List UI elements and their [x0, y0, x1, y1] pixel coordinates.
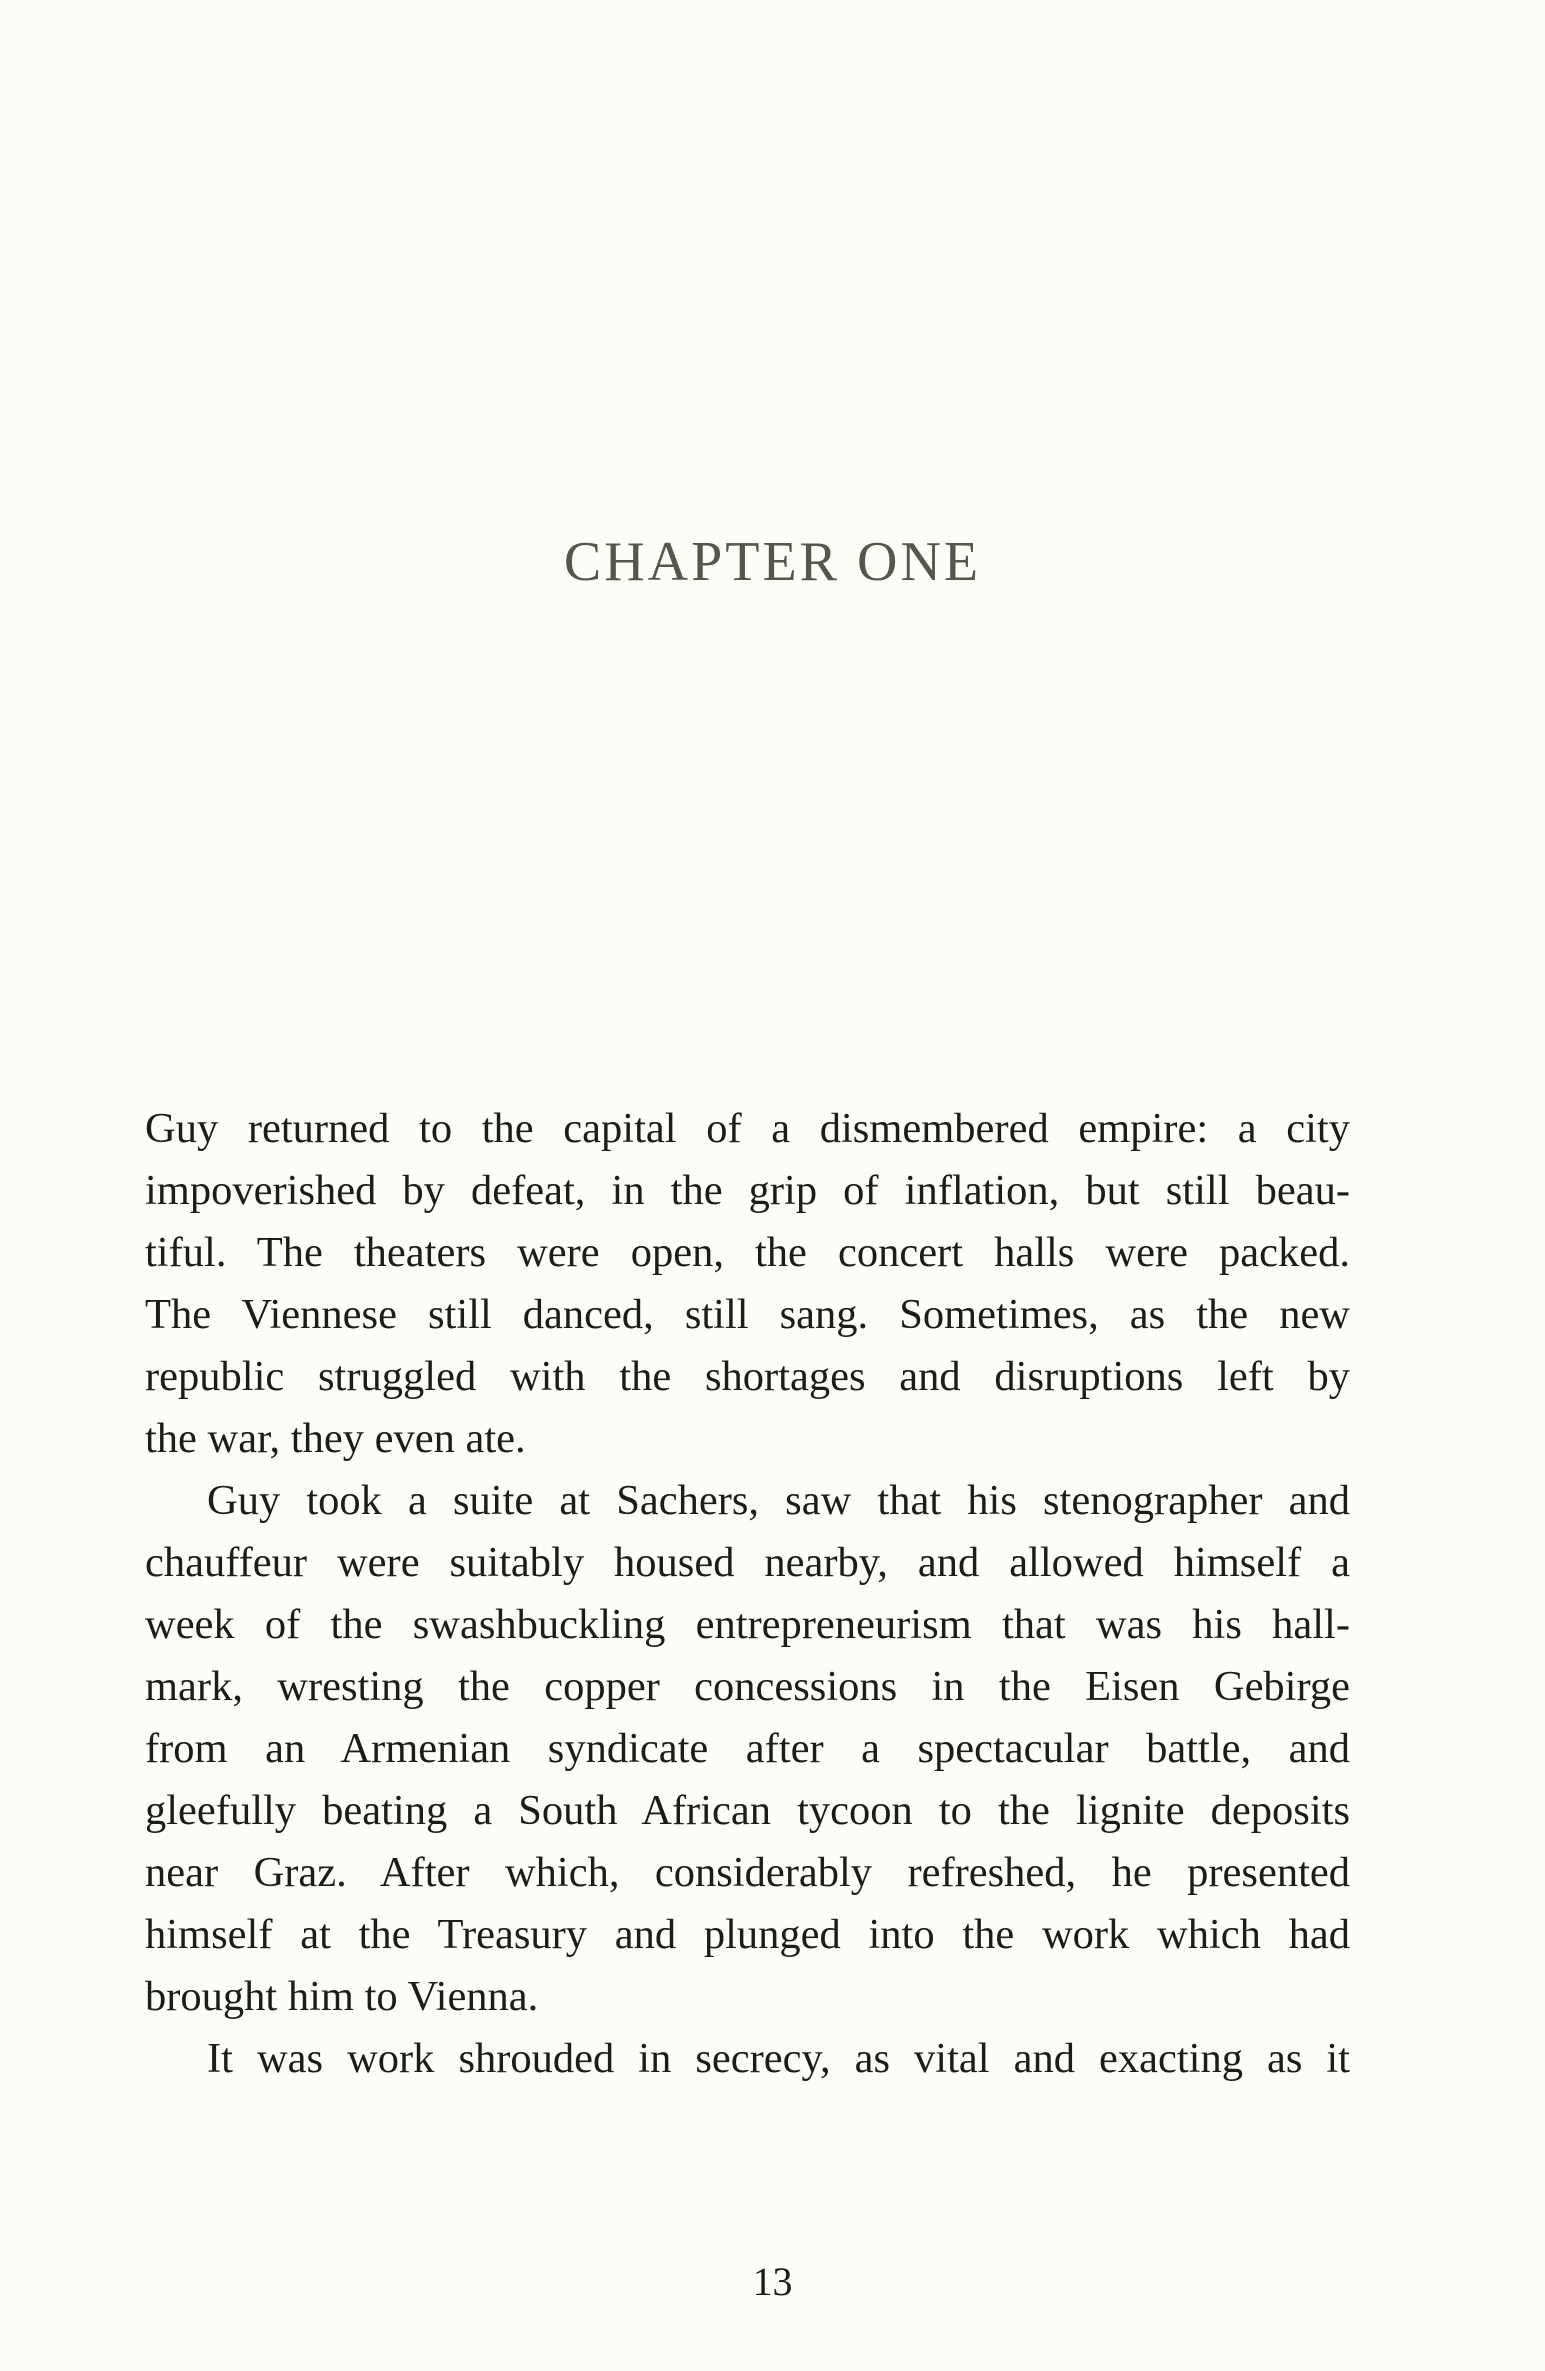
text-line: from an Armenian syndicate after a spectacular battle, and: [145, 1725, 1350, 1772]
text-line: the war, they even ate.: [145, 1415, 526, 1462]
text-line: himself at the Treasury and plunged into the work which had: [145, 1911, 1350, 1958]
text-line: Guy took a suite at Sachers, saw that his stenographer and: [207, 1477, 1350, 1524]
text-line: Guy returned to the capital of a dismembered empire: a city: [145, 1105, 1350, 1152]
chapter-title: CHAPTER ONE: [563, 531, 982, 593]
page-number: 13: [752, 2259, 793, 2304]
text-line: impoverished by defeat, in the grip of inflation, but still beau-: [145, 1167, 1350, 1214]
text-line: chauffeur were suitably housed nearby, and allowed himself a: [145, 1539, 1350, 1586]
body-text: [145, 1098, 1350, 2090]
text-line: tiful. The theaters were open, the concert halls were packed.: [145, 1229, 1350, 1276]
text-line: republic struggled with the shortages and disruptions left by: [145, 1353, 1350, 1400]
text-line: week of the swashbuckling entrepreneurism that was his hall-: [145, 1601, 1350, 1648]
text-line: mark, wresting the copper concessions in the Eisen Gebirge: [145, 1663, 1350, 1710]
text-line: gleefully beating a South African tycoon to the lignite deposits: [145, 1787, 1350, 1834]
text-line: brought him to Vienna.: [145, 1973, 539, 2020]
text-line: near Graz. After which, considerably refreshed, he presented: [145, 1849, 1350, 1896]
text-line: It was work shrouded in secrecy, as vital and exacting as it: [207, 2035, 1350, 2082]
text-line: The Viennese still danced, still sang. Sometimes, as the new: [145, 1291, 1350, 1338]
